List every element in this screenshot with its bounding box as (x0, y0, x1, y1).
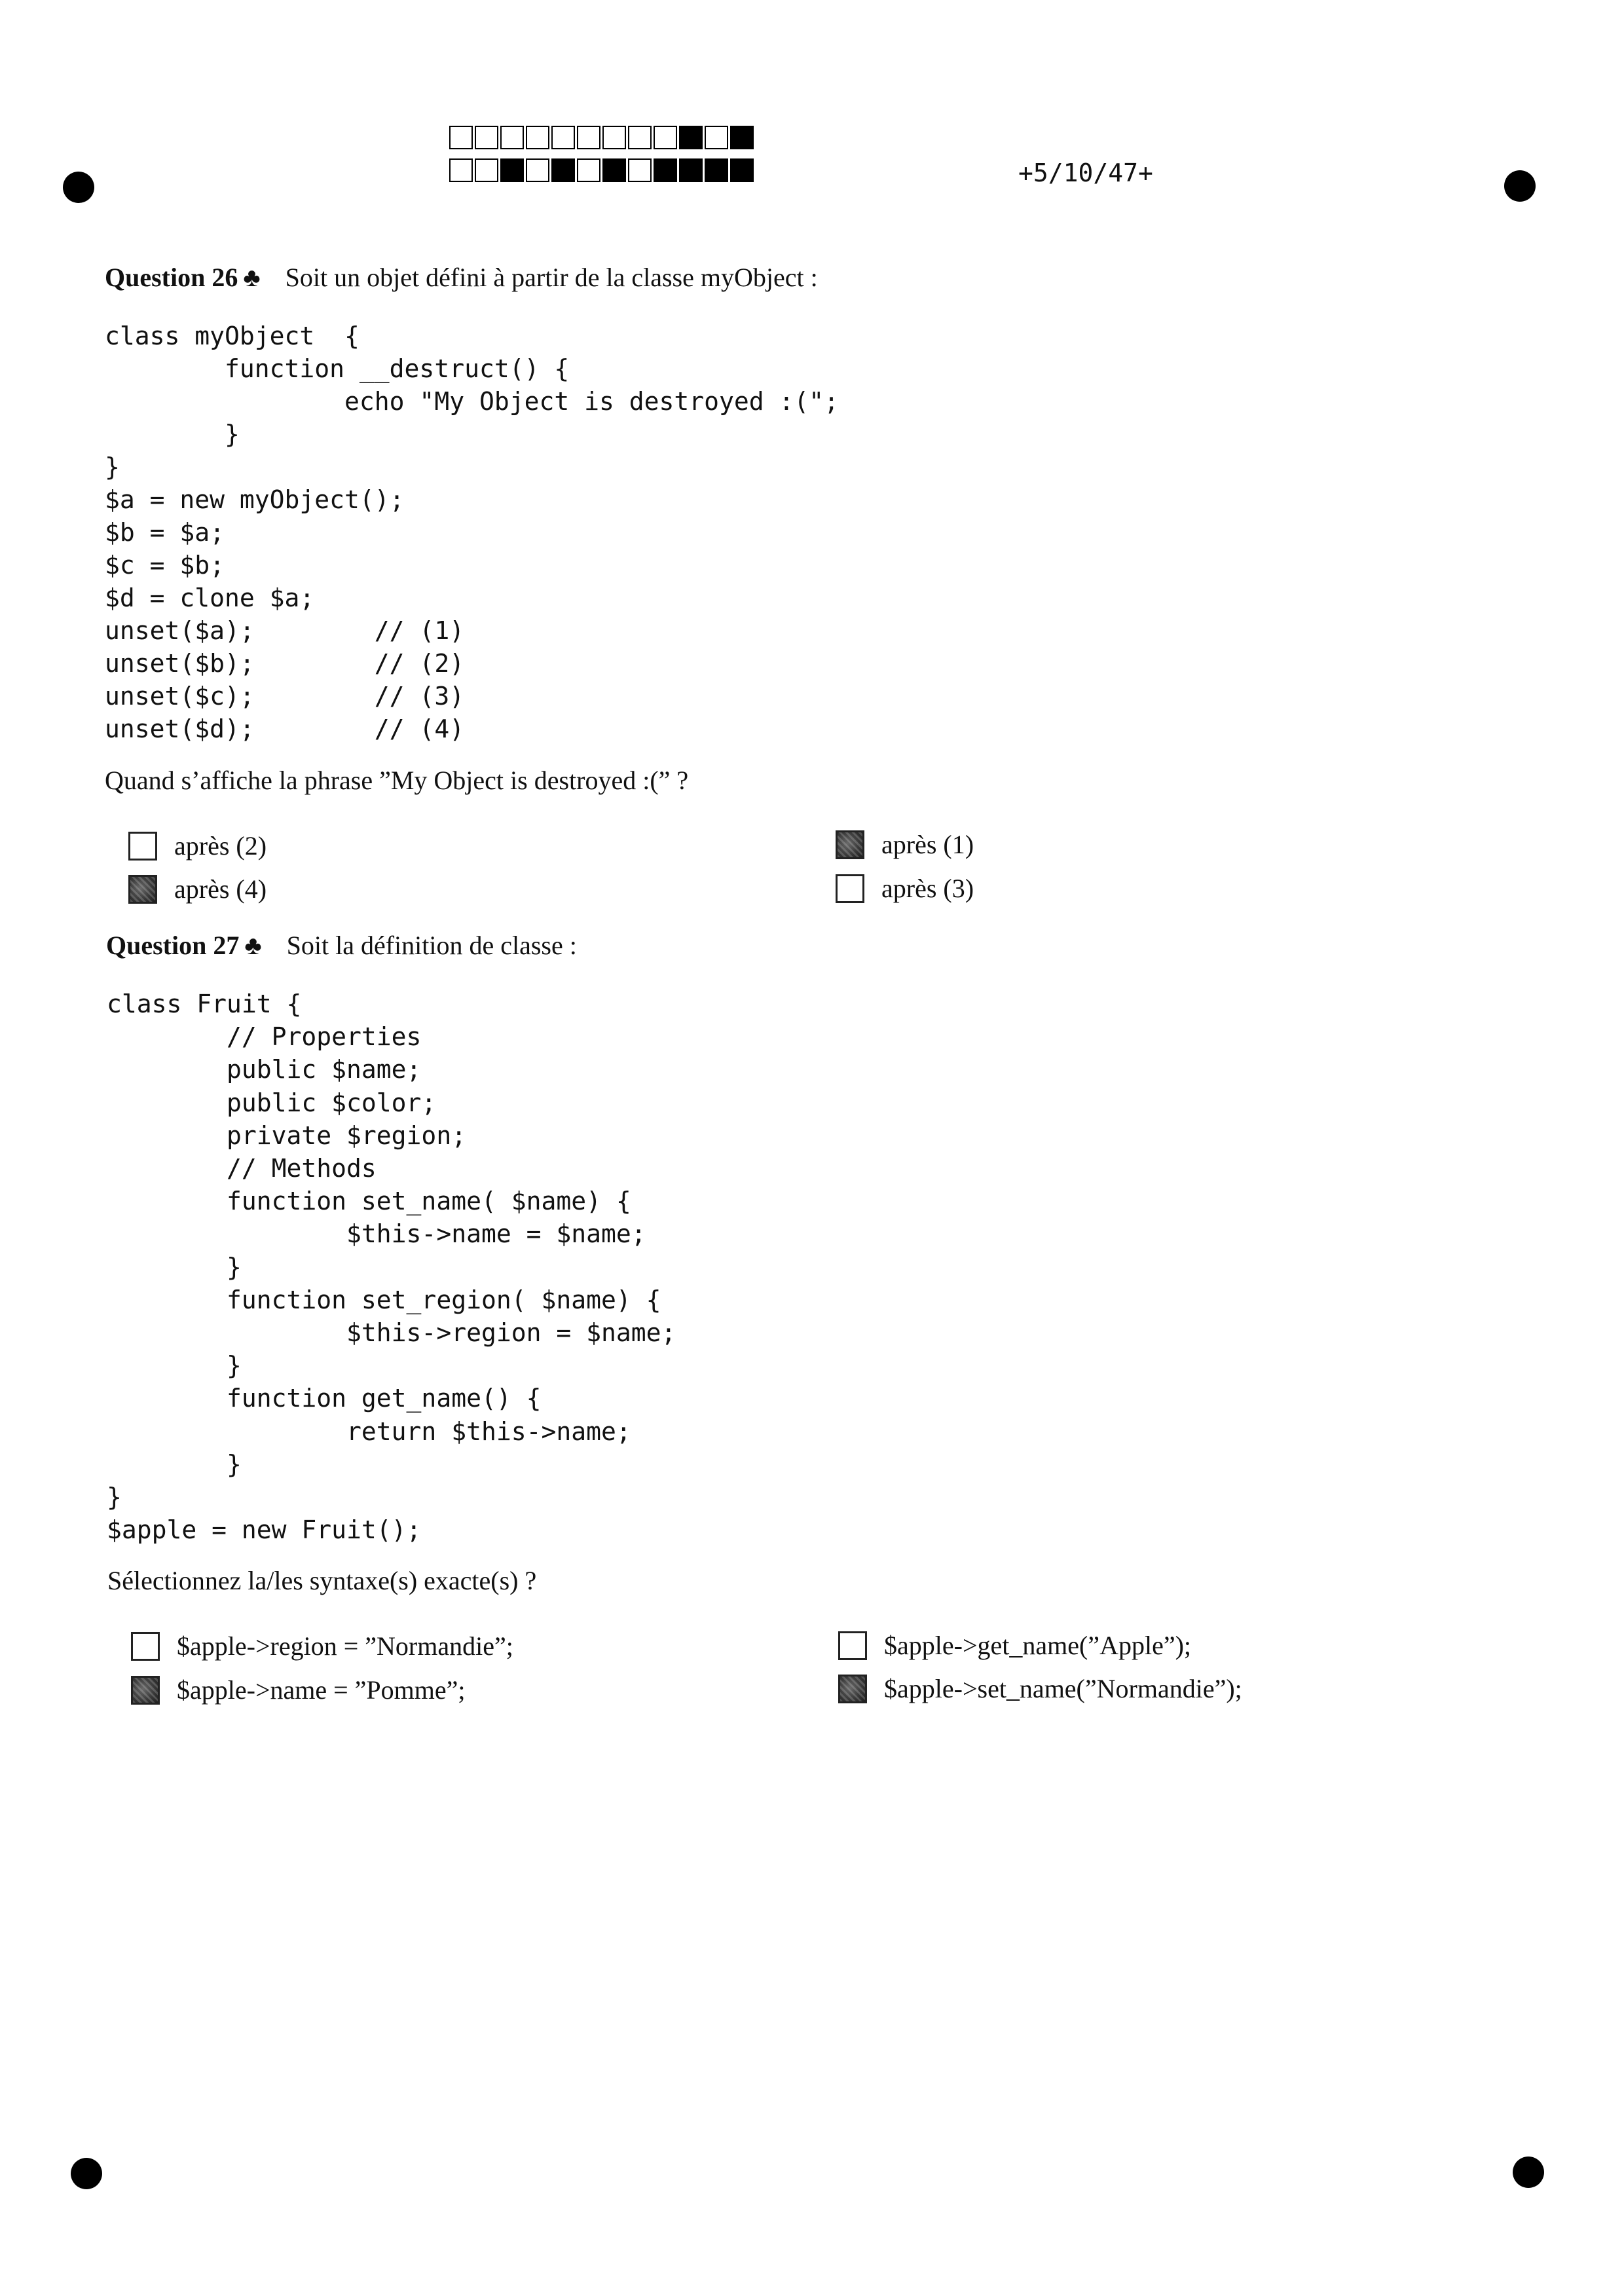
registration-mark-bottom-left (71, 2158, 102, 2189)
question-26-header (105, 262, 818, 293)
choice-label: $apple->region = ”Normandie”; (177, 1631, 513, 1661)
barcode-cell (679, 158, 703, 182)
barcode-cell (500, 158, 524, 182)
q27-choice-apple-region[interactable] (131, 1631, 513, 1661)
question-26-text: Soit un objet défini à partir de la classe myObject : (285, 263, 818, 292)
barcode-cell (602, 126, 626, 149)
barcode-cell (526, 126, 549, 149)
q27-choice-get-name[interactable] (838, 1630, 1191, 1661)
q27-choice-apple-name[interactable] (131, 1675, 466, 1705)
barcode-cell (705, 126, 728, 149)
barcode-cell (654, 158, 677, 182)
checkbox[interactable] (836, 874, 864, 903)
question-27-text: Soit la définition de classe : (286, 931, 577, 960)
barcode-cell (654, 126, 677, 149)
barcode-cell (730, 158, 754, 182)
barcode-cell (551, 158, 575, 182)
checkbox[interactable] (836, 830, 864, 859)
barcode-cell (730, 126, 754, 149)
barcode-cell (475, 126, 498, 149)
barcode-cell (679, 126, 703, 149)
checkbox[interactable] (128, 832, 157, 861)
barcode-top (449, 126, 756, 151)
question-26-code: class myObject { function __destruct() { echo "My Object is destroyed :("; } } $a = new myObject(); $b = $a; $c = $b; $d = clone $a; unset($a); // (1) unset($b); // (2) unset($c); // (3) unset($d); // (4) (105, 322, 840, 743)
choice-label: $apple->name = ”Pomme”; (177, 1675, 466, 1705)
barcode-cell (449, 126, 473, 149)
club-icon: ♣ (243, 263, 261, 292)
choice-label: après (1) (881, 830, 974, 859)
barcode-cell (577, 126, 600, 149)
barcode-cell (449, 158, 473, 182)
choice-label: après (3) (881, 874, 974, 903)
barcode-bottom (449, 158, 756, 183)
question-27-header (106, 930, 577, 961)
q26-choice-apres-2[interactable] (128, 830, 267, 861)
checkbox[interactable] (838, 1631, 867, 1660)
checkbox[interactable] (838, 1675, 867, 1703)
barcode-cell (628, 158, 652, 182)
barcode-cell (705, 158, 728, 182)
barcode-cell (551, 126, 575, 149)
club-icon: ♣ (244, 931, 262, 960)
barcode-cell (475, 158, 498, 182)
registration-mark-top-left (63, 172, 94, 203)
choice-label: $apple->get_name(”Apple”); (884, 1631, 1192, 1660)
barcode-cell (602, 158, 626, 182)
question-27-label: Question 27 (106, 931, 240, 960)
choice-label: après (2) (174, 831, 267, 861)
question-27-code: class Fruit { // Properties public $name; public $color; private $region; // Methods function set_name( $name) { $this->name = $name; } function set_region( $name) { $this->region = $name; } function get_name() { return $this->name; } } $apple = new Fruit(); (107, 990, 676, 1545)
page-id: +5/10/47+ (1018, 158, 1153, 187)
registration-mark-bottom-right (1513, 2157, 1544, 2188)
barcode-cell (628, 126, 652, 149)
checkbox[interactable] (131, 1632, 160, 1661)
question-26-label: Question 26 (105, 263, 238, 292)
q26-choice-apres-4[interactable] (128, 874, 267, 904)
choice-label: $apple->set_name(”Normandie”); (884, 1674, 1242, 1703)
choice-label: après (4) (174, 874, 267, 904)
q27-choice-set-name[interactable] (838, 1673, 1242, 1704)
registration-mark-top-right (1504, 170, 1536, 202)
barcode-cell (526, 158, 549, 182)
question-26-prompt: Quand s’affiche la phrase ”My Object is destroyed :(” ? (105, 766, 689, 795)
checkbox[interactable] (128, 875, 157, 904)
q26-choice-apres-3[interactable] (836, 873, 974, 904)
question-27-prompt: Sélectionnez la/les syntaxe(s) exacte(s) ? (107, 1566, 537, 1595)
barcode-cell (577, 158, 600, 182)
checkbox[interactable] (131, 1676, 160, 1705)
barcode-cell (500, 126, 524, 149)
q26-choice-apres-1[interactable] (836, 829, 974, 860)
